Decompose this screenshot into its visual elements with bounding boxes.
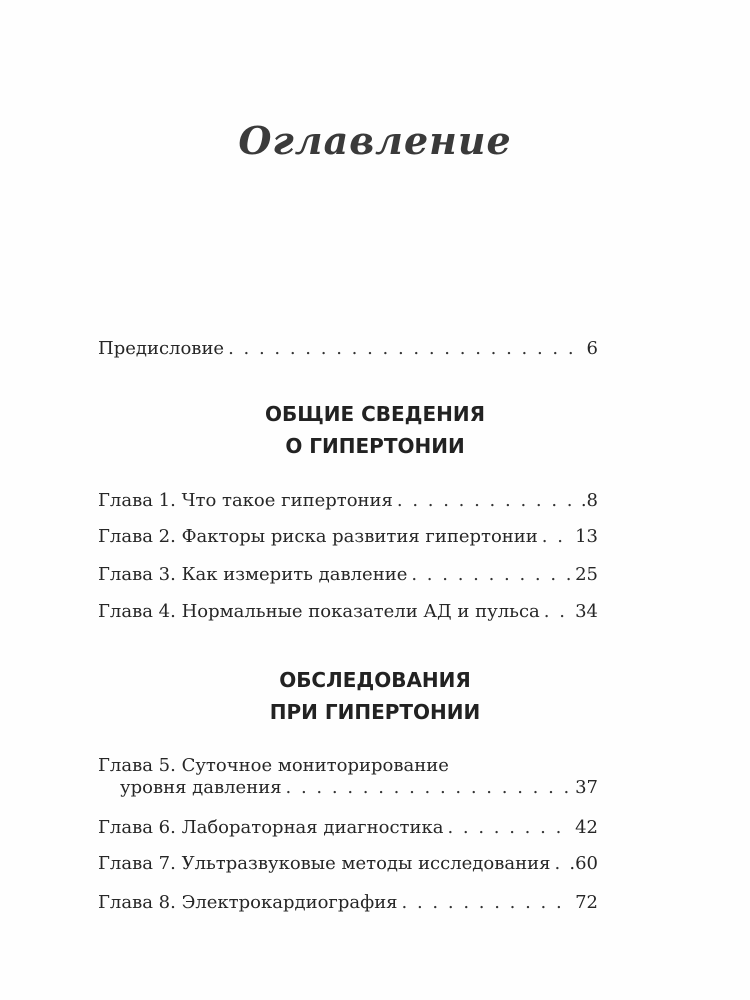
leader-dots (411, 564, 571, 586)
toc-page-number: 34 (575, 601, 598, 622)
section-title-line: ОБСЛЕДОВАНИЯ (279, 668, 471, 692)
leader-dots (544, 601, 571, 623)
toc-entry-chapter-2[interactable] (98, 526, 598, 548)
toc-entry-chapter-4[interactable] (98, 601, 598, 623)
leader-dots (286, 777, 572, 799)
section-title-examinations (0, 664, 750, 728)
leader-dots (554, 853, 565, 875)
toc-entry-label: Глава 8. Электрокардиография (98, 892, 398, 913)
section-title-line: О ГИПЕРТОНИИ (285, 434, 465, 458)
toc-entry-chapter-5-line1[interactable]: Глава 5. Суточное мониторирование (98, 755, 449, 776)
toc-entry-chapter-7[interactable] (98, 853, 598, 875)
toc-page-number: 42 (575, 817, 598, 838)
toc-entry-label: Глава 2. Факторы риска развития гипертонии (98, 526, 538, 547)
toc-page-number: 72 (575, 892, 598, 913)
section-title-line: ПРИ ГИПЕРТОНИИ (269, 700, 481, 724)
toc-entry-label: Глава 3. Как измерить давление (98, 564, 408, 585)
toc-entry-label: Глава 4. Нормальные показатели АД и пульса (98, 601, 540, 622)
toc-page-number: 37 (575, 777, 598, 798)
toc-entry-chapter-8[interactable] (98, 892, 598, 914)
toc-entry-preface[interactable] (98, 338, 598, 360)
toc-entry-label: Предисловие (98, 338, 225, 359)
toc-entry-chapter-6[interactable] (98, 817, 598, 839)
leader-dots (228, 338, 582, 360)
section-title-general (0, 398, 750, 462)
toc-entry-chapter-3[interactable] (98, 564, 598, 586)
section-title-line: ОБЩИЕ СВЕДЕНИЯ (264, 402, 486, 426)
toc-page-number: .60 (569, 853, 598, 874)
leader-dots (542, 526, 571, 548)
toc-page-number: 6 (586, 338, 598, 359)
toc-page-number: 25 (575, 564, 598, 585)
toc-entry-label: Глава 7. Ультразвуковые методы исследования (98, 853, 551, 874)
page-title: Оглавление (238, 118, 512, 163)
leader-dots (402, 892, 572, 914)
leader-dots (397, 490, 577, 512)
toc-entry-label: Глава 6. Лабораторная диагностика (98, 817, 444, 838)
toc-entry-chapter-1[interactable] (98, 490, 598, 512)
toc-page-number: 13 (575, 526, 598, 547)
toc-entry-label: уровня давления (120, 777, 282, 798)
toc-entry-chapter-5[interactable] (120, 777, 598, 799)
leader-dots (447, 817, 571, 839)
toc-page-number: .8 (580, 490, 598, 511)
toc-entry-label: Глава 1. Что такое гипертония (98, 490, 393, 511)
